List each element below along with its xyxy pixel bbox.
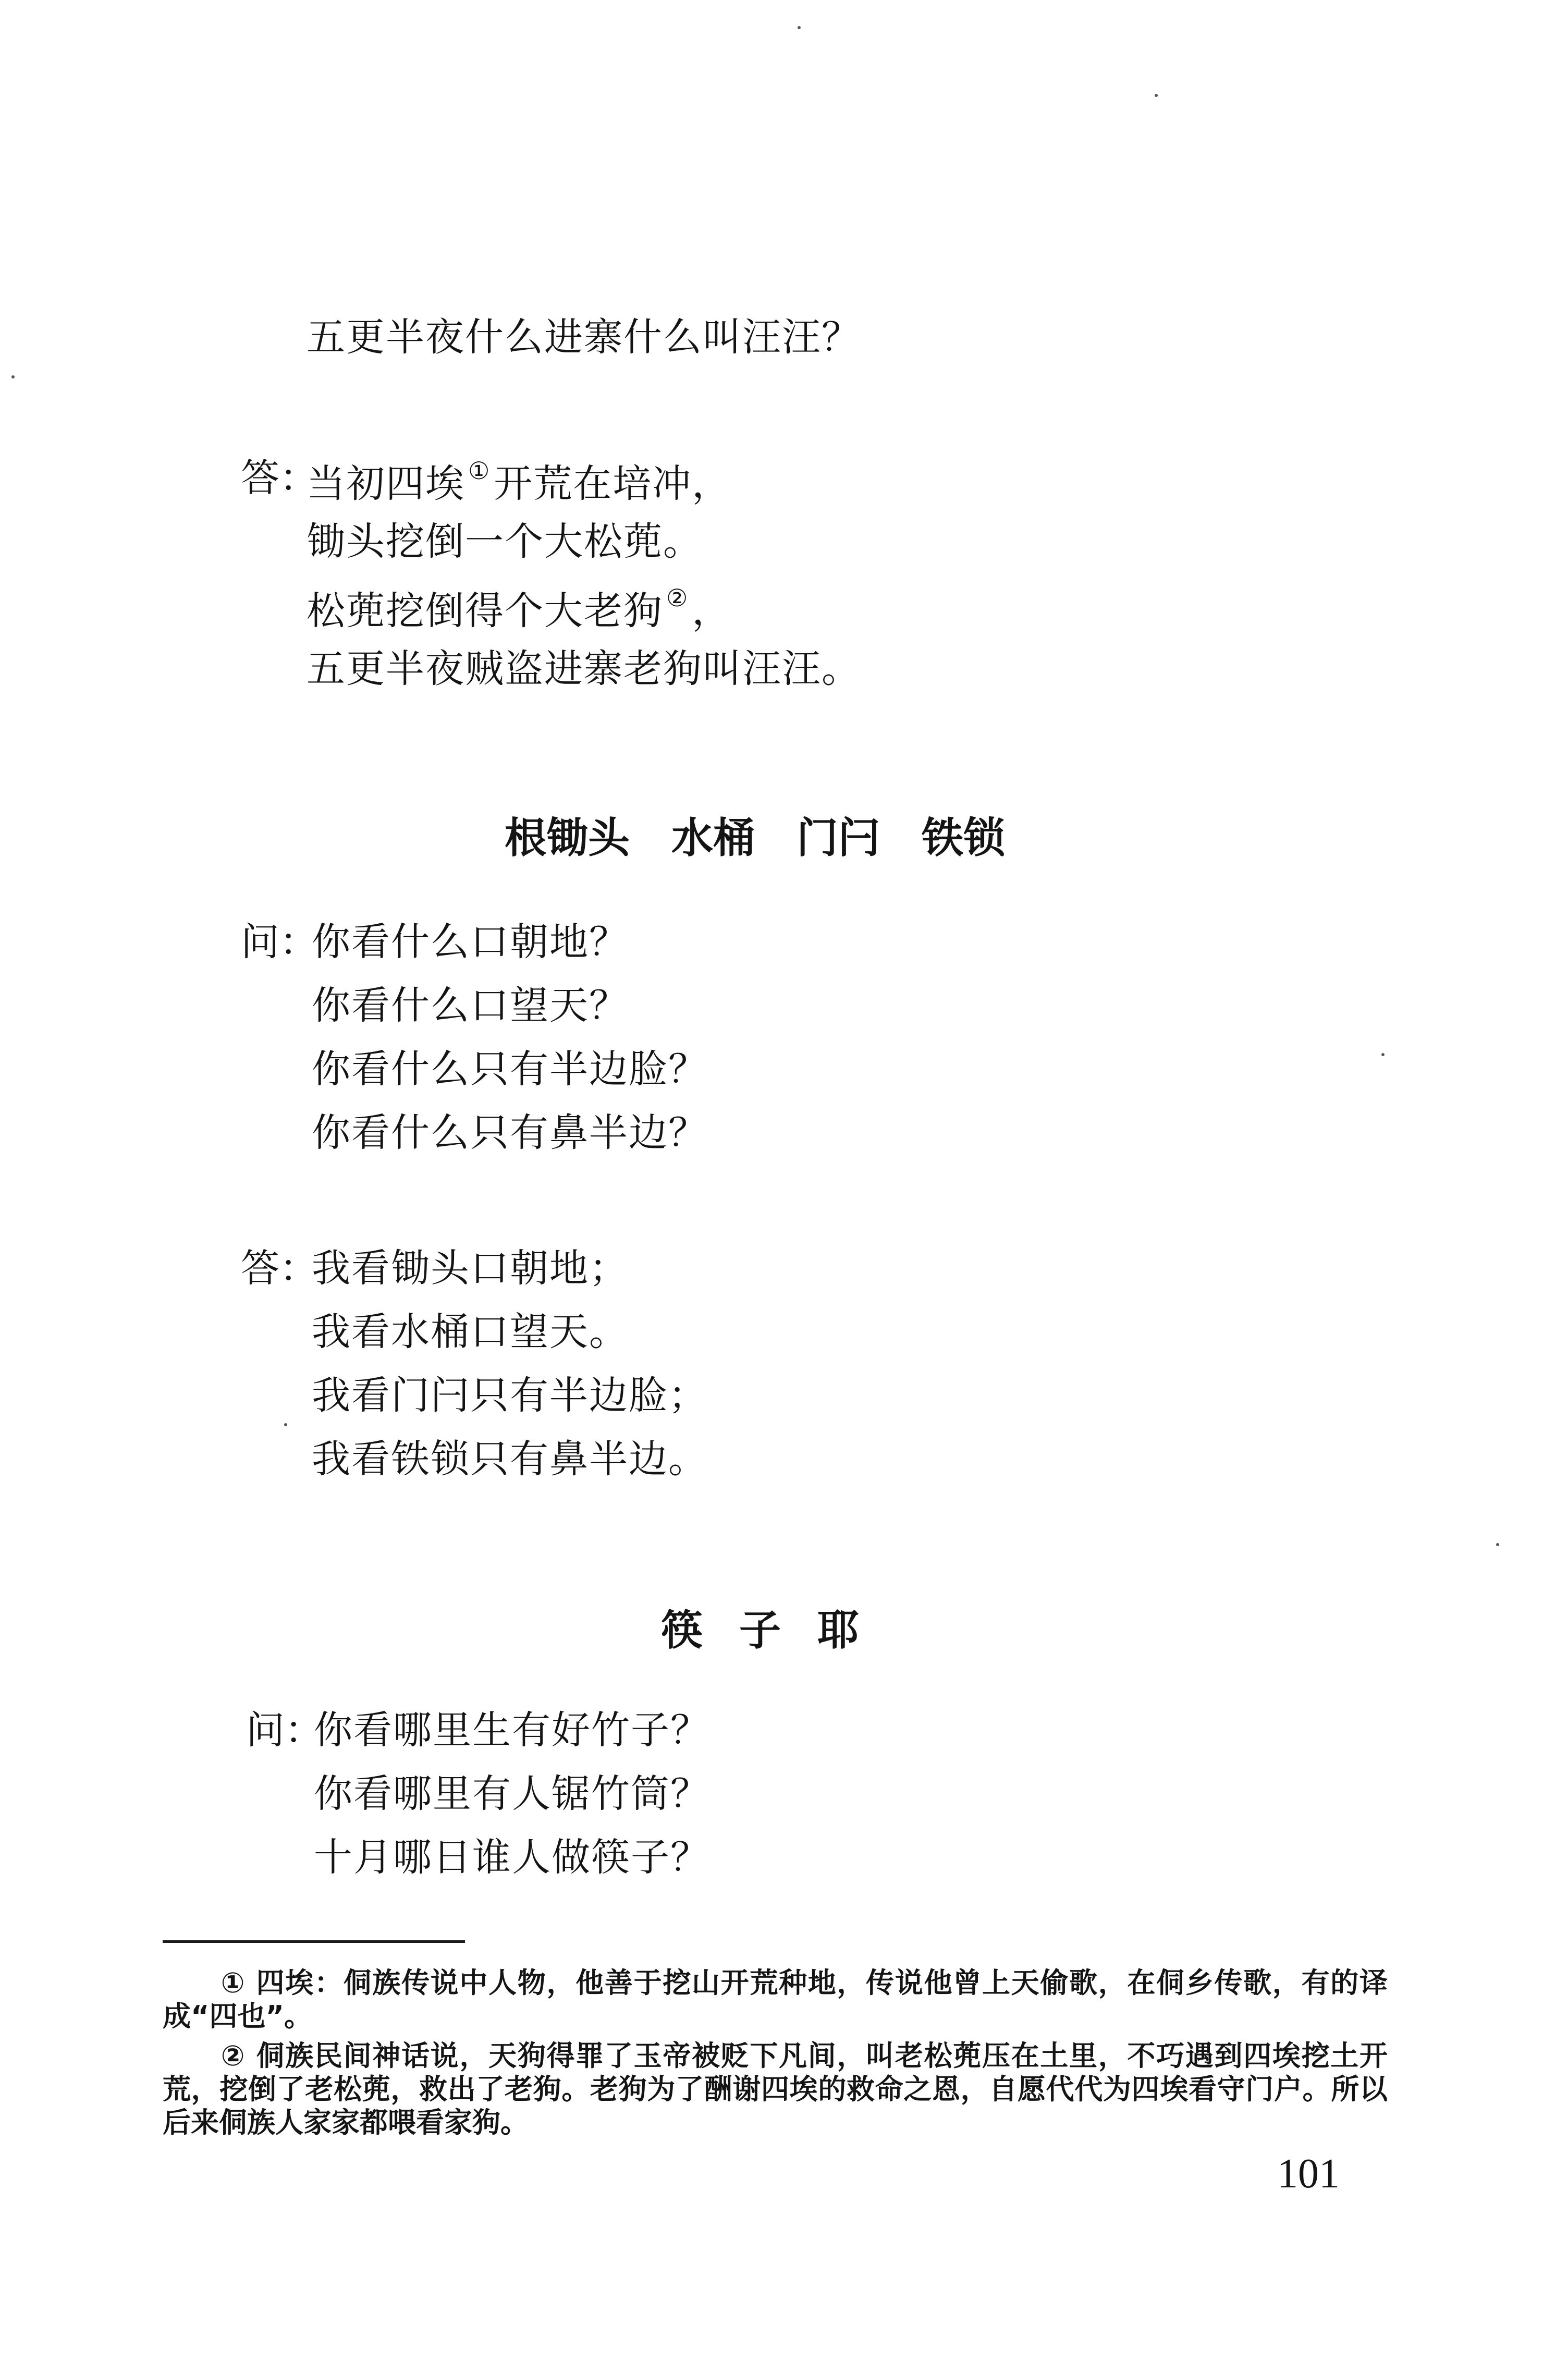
- footnote-2-text: 侗族民间神话说，天狗得罪了玉帝被贬下凡间，叫老松蔸压在土里，不巧遇到四埃挖土开荒，挖倒了老松蔸，救出了老狗。老狗为了酬谢四埃的救命之恩，自愿代代为四埃看守门户。所以后来侗族人家家都喂看家狗。: [163, 2039, 1388, 2139]
- footnote-2-mark: ②: [220, 2039, 246, 2072]
- poem2-answer-line-1: 我看锄头口朝地；: [312, 1246, 629, 1291]
- poem2-question-line-4: 你看什么只有鼻半边？: [312, 1110, 708, 1155]
- poem1-answer-marker: 答：: [241, 456, 318, 500]
- poem3-question-line-2: 你看哪里有人锯竹筒？: [314, 1771, 710, 1816]
- footnote-1-mark: ①: [220, 1966, 246, 1999]
- poem2-question-line-1: 你看什么口朝地？: [312, 920, 629, 964]
- scan-speck: [1155, 94, 1158, 97]
- poem3-title: 筷 子 耶: [661, 1606, 859, 1655]
- footnote-ref-1: ①: [468, 457, 491, 485]
- poem2-answer-line-4: 我看铁锁只有鼻半边。: [312, 1437, 708, 1482]
- poem2-title: 根锄头 水桶 门闩 铁锁: [505, 814, 1005, 862]
- poem3-question-line-3: 十月哪日谁人做筷子？: [314, 1835, 710, 1880]
- poem1-answer-line-1: 当初四埃 ①开荒在培冲，: [307, 457, 732, 506]
- scan-speck: [284, 1423, 287, 1426]
- poem1-answer-line-4: 五更半夜贼盗进寨老狗叫汪汪。: [307, 646, 861, 691]
- scan-speck: [1381, 1053, 1385, 1056]
- footnote-1: [163, 1966, 1388, 2033]
- page-number: 101: [1277, 2151, 1340, 2197]
- scan-speck: [11, 375, 15, 378]
- poem1-answer-line-3: 松蔸挖倒得个大老狗 ②，: [307, 584, 732, 633]
- footnote-1-text: 四埃：侗族传说中人物，他善于挖山开荒种地，传说他曾上天偷歌，在侗乡传歌，有的译成“四也”。: [163, 1966, 1388, 2033]
- poem2-answer-line-3: 我看门闩只有半边脸；: [312, 1373, 708, 1418]
- poem3-question-line-1: 你看哪里生有好竹子？: [314, 1708, 710, 1753]
- poem1-question-last-line: 五更半夜什么进寨什么叫汪汪？: [307, 315, 861, 360]
- footnote-divider: [163, 1940, 465, 1943]
- poem2-question-marker: 问：: [241, 920, 318, 964]
- poem2-question-line-2: 你看什么口望天？: [312, 983, 629, 1028]
- footnote-2: [163, 2039, 1388, 2139]
- poem2-question-line-3: 你看什么只有半边脸？: [312, 1047, 708, 1092]
- poem2-answer-line-2: 我看水桶口望天。: [312, 1310, 629, 1354]
- poem1-answer-line-2: 锄头挖倒一个大松蔸。: [307, 519, 703, 564]
- poem3-question-marker: 问：: [246, 1708, 323, 1753]
- scan-speck: [1496, 1543, 1499, 1546]
- scan-speck: [798, 26, 801, 29]
- poem2-answer-marker: 答：: [241, 1246, 318, 1291]
- footnote-ref-2: ②: [666, 584, 689, 612]
